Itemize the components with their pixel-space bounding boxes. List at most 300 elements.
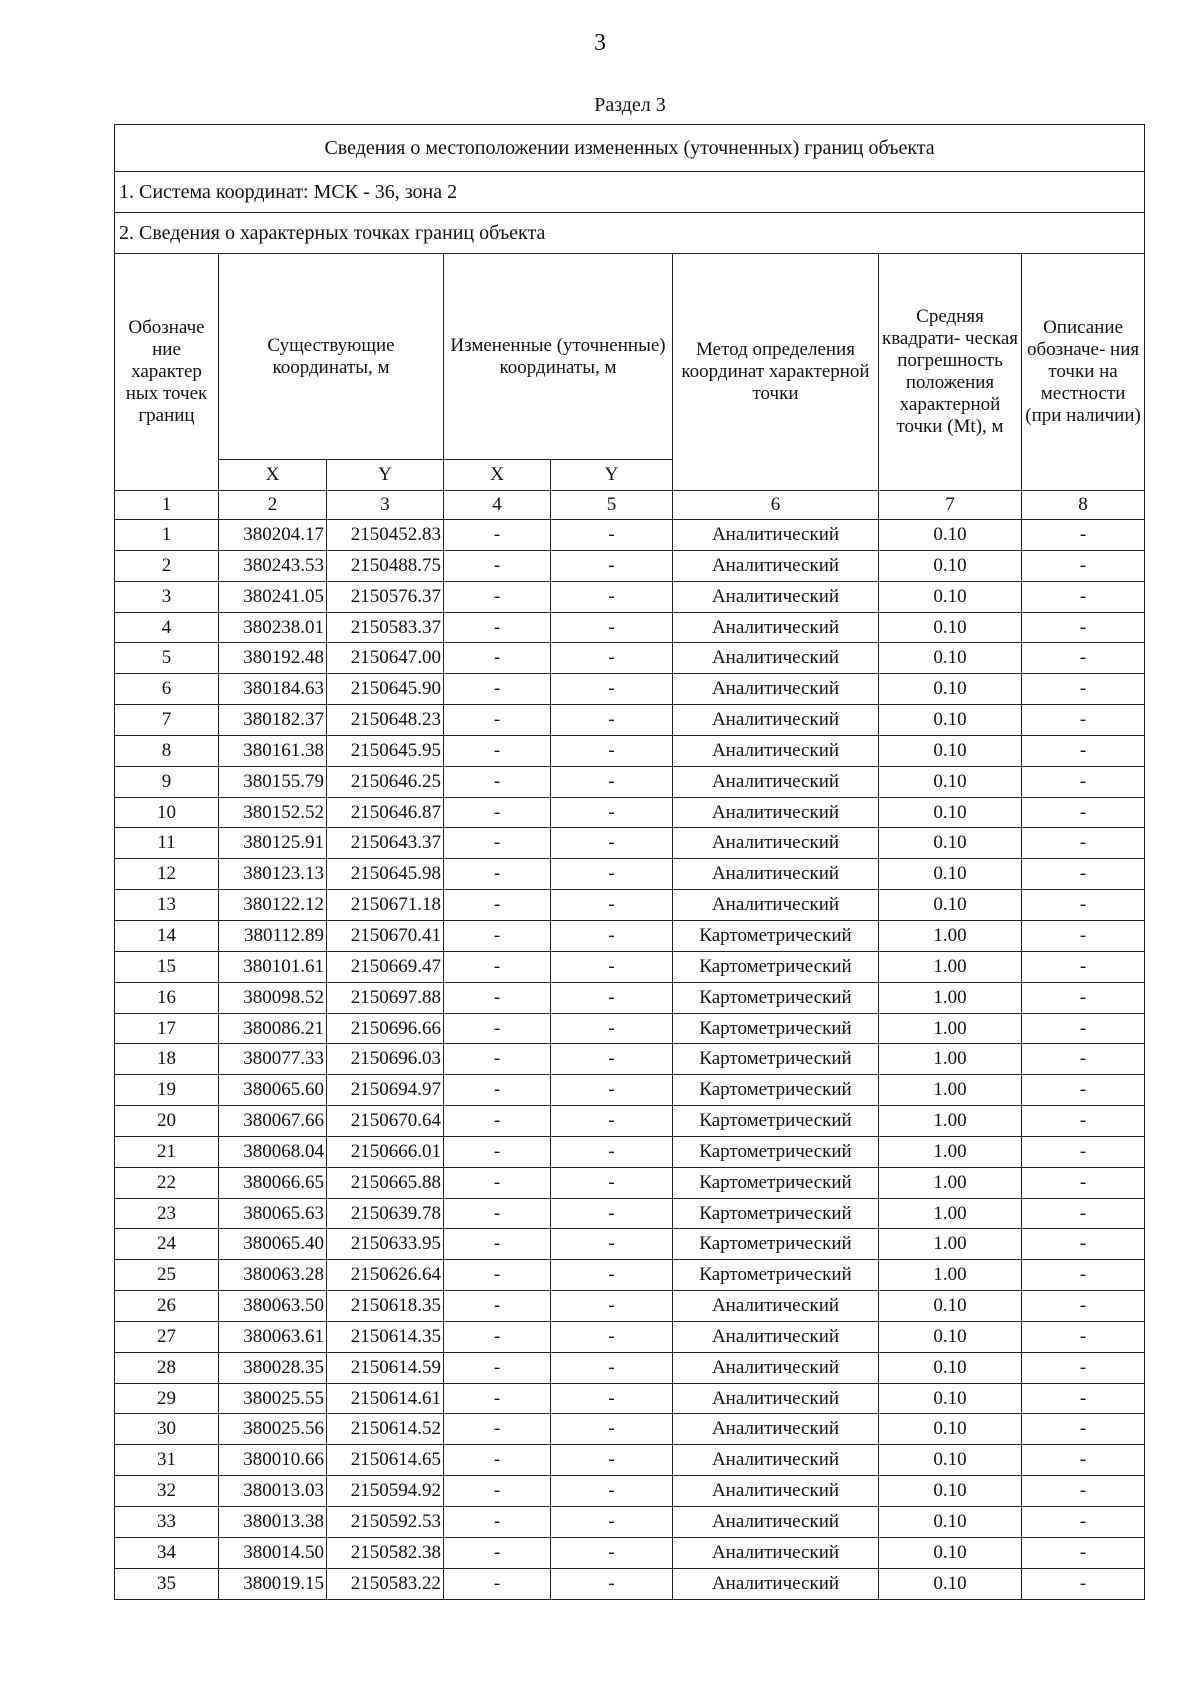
cell-method: Аналитический — [673, 643, 879, 674]
cell-existing-y: 2150648.23 — [327, 705, 444, 736]
cell-error: 1.00 — [879, 1136, 1022, 1167]
cell-description: - — [1022, 520, 1145, 551]
cell-method: Картометрический — [673, 1136, 879, 1167]
cell-point-number: 2 — [115, 550, 219, 581]
cell-existing-y: 2150614.65 — [327, 1445, 444, 1476]
cell-changed-y: - — [551, 1106, 673, 1137]
header-description: Описание обозначе- ния точки на местности (при наличии) — [1022, 254, 1145, 491]
cell-existing-x: 380025.55 — [219, 1383, 327, 1414]
cell-error: 1.00 — [879, 1106, 1022, 1137]
cell-existing-y: 2150633.95 — [327, 1229, 444, 1260]
cell-point-number: 11 — [115, 828, 219, 859]
cell-changed-x: - — [444, 1537, 551, 1568]
cell-method: Аналитический — [673, 797, 879, 828]
cell-description: - — [1022, 1352, 1145, 1383]
cell-error: 0.10 — [879, 581, 1022, 612]
cell-existing-y: 2150696.03 — [327, 1044, 444, 1075]
column-number: 6 — [673, 491, 879, 520]
table-row — [115, 1507, 1145, 1538]
column-number: 5 — [551, 491, 673, 520]
header-changed-coords: Измененные (уточненные) координаты, м — [444, 254, 673, 460]
cell-description: - — [1022, 797, 1145, 828]
cell-point-number: 14 — [115, 920, 219, 951]
cell-existing-y: 2150614.61 — [327, 1383, 444, 1414]
cell-method: Аналитический — [673, 705, 879, 736]
table-row — [115, 982, 1145, 1013]
cell-existing-y: 2150583.37 — [327, 612, 444, 643]
table-row — [115, 612, 1145, 643]
cell-method: Аналитический — [673, 1507, 879, 1538]
cell-existing-x: 380125.91 — [219, 828, 327, 859]
cell-changed-x: - — [444, 581, 551, 612]
cell-point-number: 8 — [115, 735, 219, 766]
cell-error: 1.00 — [879, 1075, 1022, 1106]
cell-changed-y: - — [551, 1044, 673, 1075]
cell-existing-y: 2150646.25 — [327, 766, 444, 797]
cell-description: - — [1022, 1291, 1145, 1322]
cell-existing-y: 2150645.98 — [327, 859, 444, 890]
cell-existing-y: 2150614.35 — [327, 1321, 444, 1352]
cell-method: Картометрический — [673, 1013, 879, 1044]
cell-changed-x: - — [444, 1507, 551, 1538]
cell-description: - — [1022, 1044, 1145, 1075]
cell-changed-x: - — [444, 797, 551, 828]
cell-changed-x: - — [444, 890, 551, 921]
cell-point-number: 9 — [115, 766, 219, 797]
cell-point-number: 3 — [115, 581, 219, 612]
table-row — [115, 705, 1145, 736]
cell-changed-y: - — [551, 612, 673, 643]
cell-existing-x: 380010.66 — [219, 1445, 327, 1476]
cell-method: Аналитический — [673, 1476, 879, 1507]
cell-changed-y: - — [551, 1445, 673, 1476]
cell-existing-y: 2150594.92 — [327, 1476, 444, 1507]
cell-changed-x: - — [444, 1013, 551, 1044]
cell-point-number: 27 — [115, 1321, 219, 1352]
cell-changed-y: - — [551, 982, 673, 1013]
cell-error: 0.10 — [879, 890, 1022, 921]
column-number: 7 — [879, 491, 1022, 520]
cell-changed-x: - — [444, 1414, 551, 1445]
cell-method: Аналитический — [673, 766, 879, 797]
cell-existing-x: 380122.12 — [219, 890, 327, 921]
cell-description: - — [1022, 1507, 1145, 1538]
cell-changed-x: - — [444, 1476, 551, 1507]
cell-existing-y: 2150452.83 — [327, 520, 444, 551]
cell-point-number: 29 — [115, 1383, 219, 1414]
cell-changed-x: - — [444, 1106, 551, 1137]
cell-existing-y: 2150671.18 — [327, 890, 444, 921]
section-label: Раздел 3 — [594, 94, 666, 116]
cell-changed-x: - — [444, 766, 551, 797]
cell-existing-x: 380077.33 — [219, 1044, 327, 1075]
cell-description: - — [1022, 1537, 1145, 1568]
cell-description: - — [1022, 1136, 1145, 1167]
cell-point-number: 13 — [115, 890, 219, 921]
cell-point-number: 19 — [115, 1075, 219, 1106]
cell-point-number: 30 — [115, 1414, 219, 1445]
cell-method: Аналитический — [673, 612, 879, 643]
cell-point-number: 4 — [115, 612, 219, 643]
cell-method: Картометрический — [673, 1044, 879, 1075]
cell-existing-y: 2150626.64 — [327, 1260, 444, 1291]
cell-changed-x: - — [444, 674, 551, 705]
cell-changed-x: - — [444, 951, 551, 982]
cell-existing-x: 380192.48 — [219, 643, 327, 674]
cell-existing-y: 2150694.97 — [327, 1075, 444, 1106]
cell-existing-x: 380065.63 — [219, 1198, 327, 1229]
cell-error: 0.10 — [879, 1291, 1022, 1322]
cell-existing-x: 380182.37 — [219, 705, 327, 736]
cell-error: 0.10 — [879, 1568, 1022, 1599]
cell-error: 1.00 — [879, 982, 1022, 1013]
cell-existing-y: 2150583.22 — [327, 1568, 444, 1599]
cell-method: Картометрический — [673, 1075, 879, 1106]
cell-existing-y: 2150646.87 — [327, 797, 444, 828]
cell-method: Аналитический — [673, 581, 879, 612]
cell-changed-x: - — [444, 550, 551, 581]
cell-existing-x: 380063.50 — [219, 1291, 327, 1322]
cell-changed-x: - — [444, 982, 551, 1013]
cell-changed-x: - — [444, 1075, 551, 1106]
cell-description: - — [1022, 1229, 1145, 1260]
cell-method: Аналитический — [673, 550, 879, 581]
cell-changed-x: - — [444, 520, 551, 551]
cell-changed-y: - — [551, 1476, 673, 1507]
cell-description: - — [1022, 859, 1145, 890]
cell-changed-y: - — [551, 859, 673, 890]
cell-method: Аналитический — [673, 1383, 879, 1414]
cell-description: - — [1022, 705, 1145, 736]
cell-existing-x: 380065.60 — [219, 1075, 327, 1106]
table-row — [115, 797, 1145, 828]
cell-changed-y: - — [551, 643, 673, 674]
column-numbers-row — [115, 491, 1145, 520]
coord-system: 1. Система координат: МСК - 36, зона 2 — [115, 172, 1145, 213]
cell-changed-y: - — [551, 797, 673, 828]
cell-point-number: 32 — [115, 1476, 219, 1507]
cell-description: - — [1022, 1075, 1145, 1106]
cell-point-number: 18 — [115, 1044, 219, 1075]
cell-existing-x: 380063.61 — [219, 1321, 327, 1352]
table-row — [115, 1075, 1145, 1106]
cell-point-number: 34 — [115, 1537, 219, 1568]
cell-existing-x: 380243.53 — [219, 550, 327, 581]
cell-changed-y: - — [551, 828, 673, 859]
cell-method: Аналитический — [673, 1321, 879, 1352]
cell-method: Аналитический — [673, 1568, 879, 1599]
cell-existing-x: 380013.03 — [219, 1476, 327, 1507]
table-row — [115, 550, 1145, 581]
cell-point-number: 22 — [115, 1167, 219, 1198]
cell-existing-y: 2150670.64 — [327, 1106, 444, 1137]
header-existing-coords: Существующие координаты, м — [219, 254, 444, 460]
cell-error: 0.10 — [879, 612, 1022, 643]
cell-changed-x: - — [444, 1291, 551, 1322]
cell-existing-y: 2150576.37 — [327, 581, 444, 612]
cell-existing-y: 2150647.00 — [327, 643, 444, 674]
cell-existing-y: 2150665.88 — [327, 1167, 444, 1198]
cell-existing-y: 2150582.38 — [327, 1537, 444, 1568]
table-row — [115, 766, 1145, 797]
cell-existing-x: 380086.21 — [219, 1013, 327, 1044]
cell-changed-y: - — [551, 581, 673, 612]
table-row — [115, 1106, 1145, 1137]
header-method: Метод определения координат характерной точки — [673, 254, 879, 491]
cell-changed-x: - — [444, 735, 551, 766]
cell-error: 0.10 — [879, 1445, 1022, 1476]
cell-existing-y: 2150697.88 — [327, 982, 444, 1013]
cell-changed-y: - — [551, 1198, 673, 1229]
cell-method: Аналитический — [673, 735, 879, 766]
cell-changed-y: - — [551, 766, 673, 797]
cell-error: 0.10 — [879, 674, 1022, 705]
table-body — [115, 125, 1145, 1600]
cell-description: - — [1022, 1260, 1145, 1291]
cell-error: 0.10 — [879, 1383, 1022, 1414]
cell-changed-y: - — [551, 1507, 673, 1538]
cell-error: 1.00 — [879, 1229, 1022, 1260]
cell-changed-y: - — [551, 1075, 673, 1106]
cell-changed-y: - — [551, 1136, 673, 1167]
cell-changed-x: - — [444, 1445, 551, 1476]
column-number: 8 — [1022, 491, 1145, 520]
cell-method: Аналитический — [673, 1414, 879, 1445]
cell-existing-x: 380063.28 — [219, 1260, 327, 1291]
cell-method: Картометрический — [673, 982, 879, 1013]
cell-changed-x: - — [444, 643, 551, 674]
cell-changed-y: - — [551, 890, 673, 921]
table-row — [115, 1167, 1145, 1198]
cell-error: 1.00 — [879, 1013, 1022, 1044]
table-row — [115, 1476, 1145, 1507]
cell-existing-x: 380019.15 — [219, 1568, 327, 1599]
cell-description: - — [1022, 1476, 1145, 1507]
points-heading-row — [115, 213, 1145, 254]
cell-description: - — [1022, 1414, 1145, 1445]
cell-changed-y: - — [551, 1352, 673, 1383]
table-row — [115, 1291, 1145, 1322]
cell-point-number: 24 — [115, 1229, 219, 1260]
cell-changed-y: - — [551, 1568, 673, 1599]
cell-error: 0.10 — [879, 550, 1022, 581]
cell-description: - — [1022, 735, 1145, 766]
table-row — [115, 1537, 1145, 1568]
cell-existing-y: 2150614.52 — [327, 1414, 444, 1445]
table-row — [115, 643, 1145, 674]
cell-existing-x: 380112.89 — [219, 920, 327, 951]
cell-point-number: 16 — [115, 982, 219, 1013]
cell-changed-y: - — [551, 1260, 673, 1291]
cell-changed-x: - — [444, 1167, 551, 1198]
cell-changed-y: - — [551, 1321, 673, 1352]
cell-method: Аналитический — [673, 520, 879, 551]
cell-existing-y: 2150488.75 — [327, 550, 444, 581]
cell-point-number: 35 — [115, 1568, 219, 1599]
cell-error: 1.00 — [879, 1167, 1022, 1198]
cell-method: Аналитический — [673, 1291, 879, 1322]
cell-existing-x: 380241.05 — [219, 581, 327, 612]
table-row — [115, 1260, 1145, 1291]
cell-error: 1.00 — [879, 1198, 1022, 1229]
header-existing-x: X — [219, 460, 327, 491]
header-row-main — [115, 254, 1145, 460]
table-row — [115, 1013, 1145, 1044]
table-row — [115, 828, 1145, 859]
cell-point-number: 31 — [115, 1445, 219, 1476]
cell-description: - — [1022, 828, 1145, 859]
cell-description: - — [1022, 581, 1145, 612]
table-row — [115, 1383, 1145, 1414]
cell-changed-x: - — [444, 1568, 551, 1599]
cell-error: 0.10 — [879, 1476, 1022, 1507]
cell-method: Картометрический — [673, 1260, 879, 1291]
cell-changed-y: - — [551, 1291, 673, 1322]
cell-description: - — [1022, 890, 1145, 921]
cell-changed-y: - — [551, 1167, 673, 1198]
cell-existing-x: 380238.01 — [219, 612, 327, 643]
cell-existing-y: 2150639.78 — [327, 1198, 444, 1229]
cell-point-number: 12 — [115, 859, 219, 890]
table-row — [115, 1321, 1145, 1352]
table-title-row — [115, 125, 1145, 172]
cell-existing-x: 380065.40 — [219, 1229, 327, 1260]
table-row — [115, 735, 1145, 766]
cell-error: 0.10 — [879, 1414, 1022, 1445]
cell-existing-x: 380155.79 — [219, 766, 327, 797]
cell-changed-y: - — [551, 1414, 673, 1445]
cell-changed-x: - — [444, 1136, 551, 1167]
cell-description: - — [1022, 550, 1145, 581]
coord-system-row — [115, 172, 1145, 213]
cell-point-number: 28 — [115, 1352, 219, 1383]
cell-error: 0.10 — [879, 520, 1022, 551]
cell-changed-x: - — [444, 612, 551, 643]
cell-changed-x: - — [444, 920, 551, 951]
cell-description: - — [1022, 1013, 1145, 1044]
cell-changed-y: - — [551, 705, 673, 736]
cell-point-number: 1 — [115, 520, 219, 551]
cell-changed-x: - — [444, 1352, 551, 1383]
cell-point-number: 6 — [115, 674, 219, 705]
cell-changed-x: - — [444, 1260, 551, 1291]
cell-method: Аналитический — [673, 1537, 879, 1568]
cell-error: 0.10 — [879, 735, 1022, 766]
table-row — [115, 581, 1145, 612]
cell-changed-y: - — [551, 1013, 673, 1044]
header-existing-y: Y — [327, 460, 444, 491]
cell-changed-x: - — [444, 1321, 551, 1352]
cell-description: - — [1022, 920, 1145, 951]
cell-existing-y: 2150618.35 — [327, 1291, 444, 1322]
cell-existing-y: 2150645.95 — [327, 735, 444, 766]
cell-existing-y: 2150592.53 — [327, 1507, 444, 1538]
cell-description: - — [1022, 982, 1145, 1013]
cell-description: - — [1022, 951, 1145, 982]
cell-changed-y: - — [551, 550, 673, 581]
cell-description: - — [1022, 1568, 1145, 1599]
table-row — [115, 1198, 1145, 1229]
cell-error: 1.00 — [879, 920, 1022, 951]
cell-error: 0.10 — [879, 1321, 1022, 1352]
cell-existing-x: 380184.63 — [219, 674, 327, 705]
cell-existing-y: 2150666.01 — [327, 1136, 444, 1167]
table-row — [115, 674, 1145, 705]
cell-description: - — [1022, 766, 1145, 797]
cell-changed-y: - — [551, 735, 673, 766]
cell-method: Картометрический — [673, 920, 879, 951]
cell-error: 0.10 — [879, 859, 1022, 890]
cell-error: 0.10 — [879, 797, 1022, 828]
cell-method: Аналитический — [673, 890, 879, 921]
cell-changed-x: - — [444, 1198, 551, 1229]
column-number: 4 — [444, 491, 551, 520]
cell-changed-x: - — [444, 859, 551, 890]
table-row — [115, 1044, 1145, 1075]
cell-point-number: 7 — [115, 705, 219, 736]
cell-method: Аналитический — [673, 828, 879, 859]
cell-changed-y: - — [551, 1229, 673, 1260]
cell-description: - — [1022, 1321, 1145, 1352]
cell-existing-y: 2150696.66 — [327, 1013, 444, 1044]
cell-method: Картометрический — [673, 1106, 879, 1137]
cell-method: Картометрический — [673, 1198, 879, 1229]
table-row — [115, 520, 1145, 551]
column-number: 3 — [327, 491, 444, 520]
table-row — [115, 1352, 1145, 1383]
cell-method: Аналитический — [673, 1352, 879, 1383]
cell-changed-x: - — [444, 828, 551, 859]
table-row — [115, 859, 1145, 890]
cell-method: Картометрический — [673, 951, 879, 982]
cell-existing-x: 380101.61 — [219, 951, 327, 982]
cell-changed-y: - — [551, 520, 673, 551]
cell-existing-x: 380161.38 — [219, 735, 327, 766]
page-number: 3 — [594, 30, 606, 56]
table-row — [115, 1136, 1145, 1167]
cell-description: - — [1022, 612, 1145, 643]
cell-method: Аналитический — [673, 674, 879, 705]
cell-description: - — [1022, 1167, 1145, 1198]
table-title: Сведения о местоположении измененных (уточненных) границ объекта — [115, 125, 1145, 172]
cell-point-number: 23 — [115, 1198, 219, 1229]
cell-error: 0.10 — [879, 643, 1022, 674]
cell-error: 0.10 — [879, 766, 1022, 797]
cell-existing-y: 2150670.41 — [327, 920, 444, 951]
cell-existing-y: 2150669.47 — [327, 951, 444, 982]
cell-method: Картометрический — [673, 1229, 879, 1260]
cell-existing-x: 380028.35 — [219, 1352, 327, 1383]
cell-existing-x: 380014.50 — [219, 1537, 327, 1568]
table-row — [115, 890, 1145, 921]
table-row — [115, 951, 1145, 982]
cell-changed-x: - — [444, 705, 551, 736]
cell-error: 1.00 — [879, 951, 1022, 982]
cell-existing-x: 380152.52 — [219, 797, 327, 828]
cell-changed-y: - — [551, 951, 673, 982]
cell-existing-y: 2150643.37 — [327, 828, 444, 859]
cell-point-number: 26 — [115, 1291, 219, 1322]
column-number: 2 — [219, 491, 327, 520]
table-row — [115, 920, 1145, 951]
cell-error: 1.00 — [879, 1260, 1022, 1291]
cell-method: Аналитический — [673, 1445, 879, 1476]
cell-changed-x: - — [444, 1044, 551, 1075]
cell-changed-x: - — [444, 1383, 551, 1414]
cell-changed-y: - — [551, 920, 673, 951]
cell-point-number: 15 — [115, 951, 219, 982]
cell-error: 1.00 — [879, 1044, 1022, 1075]
